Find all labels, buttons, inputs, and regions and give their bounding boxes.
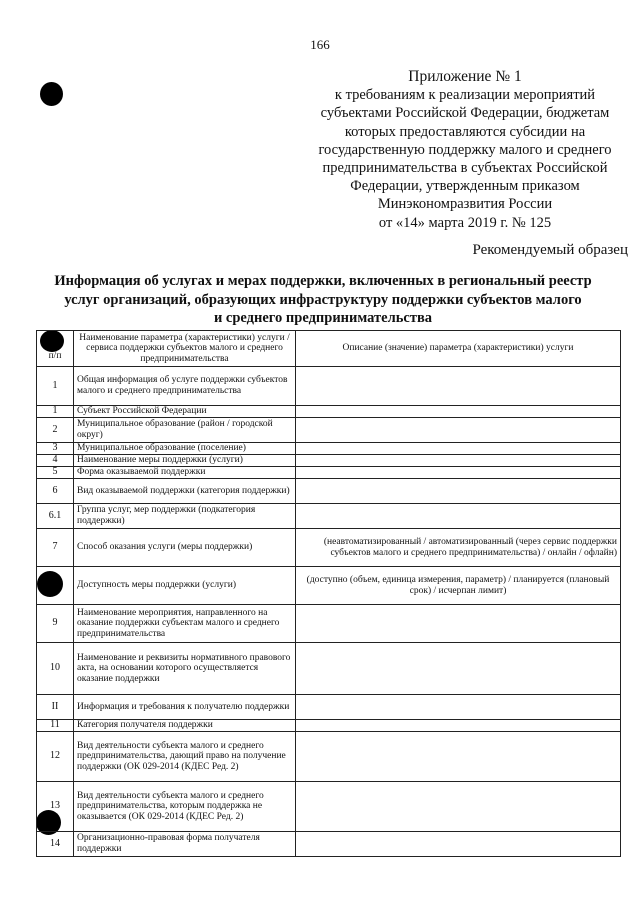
table-row: [37, 529, 621, 567]
row-param: Вид деятельности субъекта малого и среднего предпринимательства, дающий право на получение поддержки (ОК 029-2014 (КДЕС Ред. 2): [74, 732, 296, 782]
row-param: Группа услуг, мер поддержки (подкатегория поддержки): [74, 504, 296, 529]
sample-label: Рекомендуемый образец: [472, 242, 628, 258]
row-desc: [296, 367, 621, 406]
title-line: и среднего предпринимательства: [213, 310, 433, 326]
row-desc: [296, 695, 621, 720]
row-desc: [296, 504, 621, 529]
row-param: Вид деятельности субъекта малого и среднего предпринимательства, которым поддержка не оказывается (ОК 029-2014 (КДЕС Ред. 2): [74, 782, 296, 832]
row-num: 6: [37, 479, 74, 504]
row-param: Доступность меры поддержки (услуги): [74, 567, 296, 605]
table-row: [37, 643, 621, 695]
row-param: Информация и требования к получателю поддержки: [74, 695, 296, 720]
table-row: [37, 732, 621, 782]
appendix-line: от «14» марта 2019 г. № 125: [378, 214, 552, 231]
row-desc: [296, 455, 621, 467]
row-desc: [296, 732, 621, 782]
row-num: 12: [37, 732, 74, 782]
table-row: [37, 695, 621, 720]
row-desc: [296, 782, 621, 832]
row-num: 3: [37, 443, 74, 455]
table-row: [37, 406, 621, 418]
table-row: [37, 504, 621, 529]
row-param: Наименование меры поддержки (услуги): [74, 455, 296, 467]
table-row: [37, 367, 621, 406]
row-param: Форма оказываемой поддержки: [74, 467, 296, 479]
row-desc: [296, 479, 621, 504]
row-num: 14: [37, 832, 74, 857]
row-desc: [296, 832, 621, 857]
header-param: Наименование параметра (характеристики) услуги / сервиса поддержки субъектов малого и среднего предпринимательства: [74, 331, 296, 367]
row-param: Муниципальное образование (поселение): [74, 443, 296, 455]
table-row: [37, 832, 621, 857]
row-num: 2: [37, 418, 74, 443]
table-row: [37, 605, 621, 643]
table-row: [37, 467, 621, 479]
table-row: [37, 567, 621, 605]
row-num: 1: [37, 406, 74, 418]
page-number: 166: [310, 37, 330, 52]
table-row: [37, 418, 621, 443]
header-num: п/п: [37, 331, 74, 367]
appendix-line: Федерации, утвержденным приказом: [350, 178, 580, 195]
services-table: [36, 330, 621, 857]
table-row: [37, 455, 621, 467]
row-num: [37, 567, 74, 605]
row-num: 13: [37, 782, 74, 832]
row-param: Вид оказываемой поддержки (категория поддержки): [74, 479, 296, 504]
row-param: Категория получателя поддержки: [74, 720, 296, 732]
table-row: [37, 443, 621, 455]
appendix-header: [306, 68, 624, 232]
row-param: Способ оказания услуги (меры поддержки): [74, 529, 296, 567]
row-desc: [296, 605, 621, 643]
row-num: 6.1: [37, 504, 74, 529]
table-row: [37, 782, 621, 832]
appendix-line: предпринимательства в субъектах Российской: [322, 160, 608, 177]
appendix-title: Приложение № 1: [408, 68, 522, 85]
title-line: услуг организаций, образующих инфраструктуру поддержки субъектов малого: [64, 291, 582, 308]
table-row: [37, 479, 621, 504]
row-num: 9: [37, 605, 74, 643]
row-param: Муниципальное образование (район / городской округ): [74, 418, 296, 443]
document-title: [28, 272, 618, 328]
appendix-line: государственную поддержку малого и среднего: [318, 141, 612, 158]
row-num: 10: [37, 643, 74, 695]
table-row: [37, 720, 621, 732]
row-desc: (неавтоматизированный / автоматизированный (через сервис поддержки субъектов малого и среднего предпринимательства) / онлайн / офлайн): [296, 529, 621, 567]
row-num: 11: [37, 720, 74, 732]
row-param: Организационно-правовая форма получателя поддержки: [74, 832, 296, 857]
appendix-line: к требованиям к реализации мероприятий: [334, 87, 596, 104]
row-desc: [296, 467, 621, 479]
header-desc: Описание (значение) параметра (характеристики) услуги: [296, 331, 621, 367]
appendix-line: которых предоставляются субсидии на: [344, 123, 586, 140]
punch-hole-mark: [40, 82, 63, 106]
row-param: Общая информация об услуге поддержки субъектов малого и среднего предпринимательства: [74, 367, 296, 406]
row-desc: [296, 443, 621, 455]
row-num: 1: [37, 367, 74, 406]
row-num: 4: [37, 455, 74, 467]
row-param: Наименование мероприятия, направленного на оказание поддержки субъектам малого и среднего предпринимательства: [74, 605, 296, 643]
appendix-line: субъектами Российской Федерации, бюджетам: [320, 105, 610, 122]
table-header-row: [37, 331, 621, 367]
title-line: Информация об услугах и мерах поддержки, включенных в региональный реестр: [54, 273, 592, 289]
row-desc: [296, 406, 621, 418]
row-desc: [296, 720, 621, 732]
row-num: 7: [37, 529, 74, 567]
row-desc: (доступно (объем, единица измерения, параметр) / планируется (плановый срок) / исчерпан лимит): [296, 567, 621, 605]
appendix-line: Минэкономразвития России: [377, 196, 553, 213]
row-param: Наименование и реквизиты нормативного правового акта, на основании которого осуществляется оказание поддержки: [74, 643, 296, 695]
row-param: Субъект Российской Федерации: [74, 406, 296, 418]
row-num: II: [37, 695, 74, 720]
row-desc: [296, 643, 621, 695]
row-desc: [296, 418, 621, 443]
row-num: 5: [37, 467, 74, 479]
